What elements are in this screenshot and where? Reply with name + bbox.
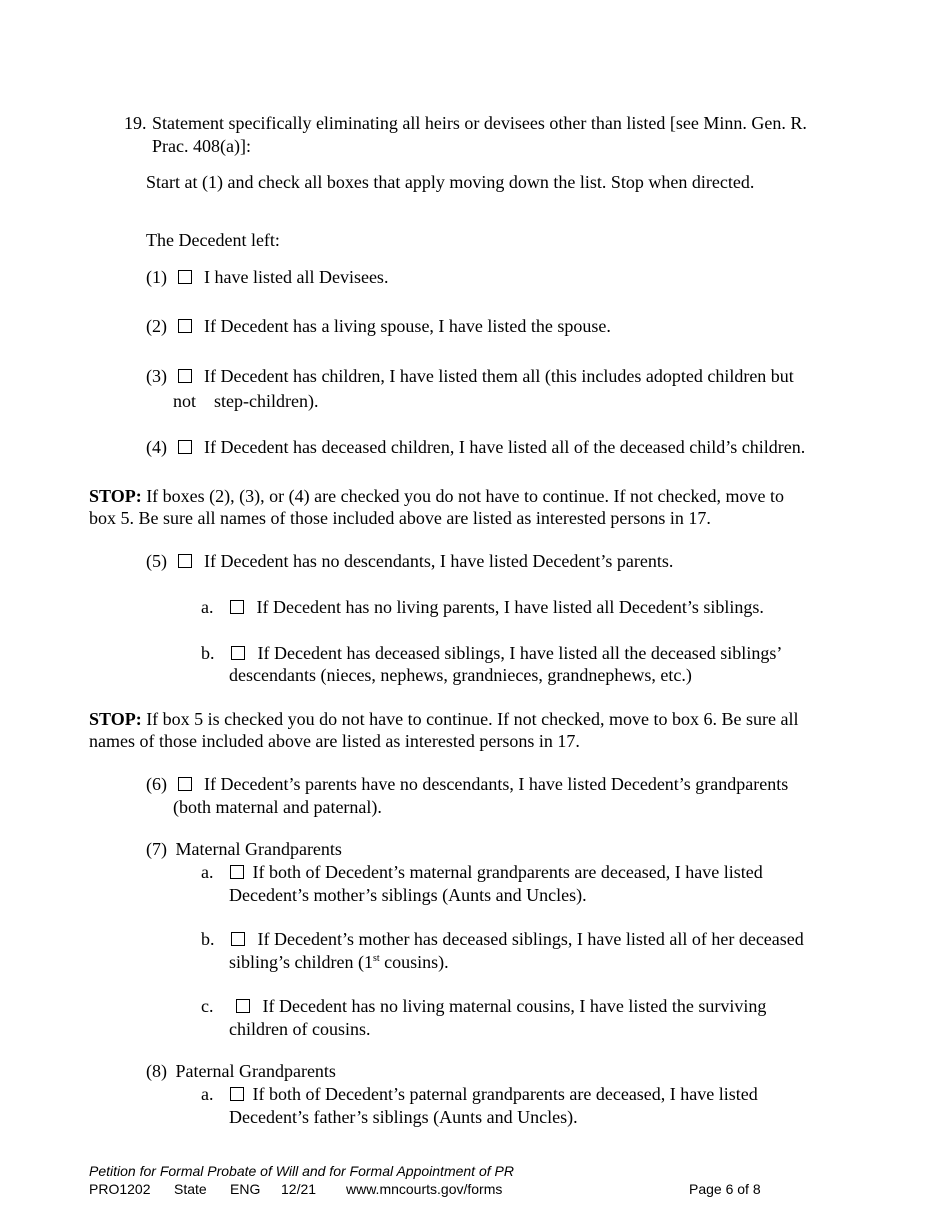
box3-row — [146, 365, 794, 388]
box7b-text-cont — [229, 951, 449, 974]
box4-text: If Decedent has deceased children, I have listed all of the deceased child’s children. — [204, 437, 806, 457]
box3-text-cont — [173, 390, 318, 413]
box7c-checkbox[interactable] — [236, 999, 250, 1013]
footer-date: 12/21 — [281, 1181, 317, 1197]
box7b-letter: b. — [201, 929, 215, 949]
box8a-row — [201, 1083, 758, 1106]
box7b-text-sup: st — [372, 953, 380, 964]
footer-state: State — [174, 1181, 207, 1197]
item-number: 19. — [124, 113, 147, 133]
item-heading: Statement specifically eliminating all heirs or devisees other than listed [see Minn. Gen. R. — [152, 113, 807, 133]
box3-text-step: step-children). — [214, 391, 319, 411]
box5b-checkbox[interactable] — [231, 646, 245, 660]
box1-text: I have listed all Devisees. — [204, 267, 389, 287]
stop1-text: If boxes (2), (3), or (4) are checked you do not have to continue. If not checked, move to — [146, 486, 784, 506]
box5b-text: If Decedent has deceased siblings, I have listed all the deceased siblings’ — [257, 643, 783, 663]
footer-url[interactable]: www.mncourts.gov/forms — [346, 1181, 503, 1197]
box5-row — [146, 550, 673, 573]
box5-number: (5) — [146, 551, 167, 571]
box3-text: If Decedent has children, I have listed them all (this includes adopted children but — [204, 366, 794, 386]
box1-checkbox[interactable] — [178, 270, 192, 284]
box6-row — [146, 773, 788, 796]
box7a-row — [201, 861, 763, 884]
box7c-text: If Decedent has no living maternal cousins, I have listed the surviving — [262, 996, 767, 1016]
decedent-left-label: The Decedent left: — [146, 230, 280, 250]
box4-row — [146, 436, 805, 459]
box7a-text: If both of Decedent’s maternal grandparents are deceased, I have listed — [252, 862, 763, 882]
box7b-row — [201, 928, 804, 951]
box5b-text-cont: descendants (nieces, nephews, grandnieces, grandnephews, etc.) — [229, 665, 692, 685]
box3-number: (3) — [146, 366, 167, 386]
stop2-line1 — [89, 708, 799, 731]
box7-number: (7) — [146, 839, 167, 859]
box8-heading-row — [146, 1060, 336, 1083]
box7a-text-cont: Decedent’s mother’s siblings (Aunts and Uncles). — [229, 885, 587, 905]
box5b-letter: b. — [201, 643, 215, 663]
box5-checkbox[interactable] — [178, 554, 192, 568]
box6-number: (6) — [146, 774, 167, 794]
box1-row — [146, 266, 388, 289]
box6-checkbox[interactable] — [178, 777, 192, 791]
box8a-checkbox[interactable] — [230, 1087, 244, 1101]
box1-number: (1) — [146, 267, 167, 287]
box5a-row — [201, 596, 764, 619]
box4-number: (4) — [146, 437, 167, 457]
footer-page-number: Page 6 of 8 — [689, 1181, 761, 1197]
footer-language: ENG — [230, 1181, 261, 1197]
box7b-text: If Decedent’s mother has deceased siblings, I have listed all of her deceased — [257, 929, 804, 949]
item-heading-cont: Prac. 408(a)]: — [152, 136, 251, 156]
box7c-letter: c. — [201, 996, 214, 1016]
box8a-text-cont: Decedent’s father’s siblings (Aunts and Uncles). — [229, 1107, 578, 1127]
box7b-checkbox[interactable] — [231, 932, 245, 946]
box7b-text-post: cousins). — [379, 952, 449, 972]
box7c-text-cont: children of cousins. — [229, 1019, 371, 1039]
box3-text-not: not — [173, 391, 197, 411]
box6-text: If Decedent’s parents have no descendants, I have listed Decedent’s grandparents — [204, 774, 789, 794]
box7a-letter: a. — [201, 862, 214, 882]
box7a-checkbox[interactable] — [230, 865, 244, 879]
box8-number: (8) — [146, 1061, 167, 1081]
box7b-text-pre: sibling’s children (1 — [229, 952, 373, 972]
box8a-letter: a. — [201, 1084, 214, 1104]
footer-form-number: PRO1202 — [89, 1181, 151, 1197]
stop1-label: STOP: — [89, 486, 142, 506]
box2-checkbox[interactable] — [178, 319, 192, 333]
box5a-letter: a. — [201, 597, 214, 617]
box7c-row — [201, 995, 766, 1018]
box7-heading: Maternal Grandparents — [175, 839, 342, 859]
box8a-text: If both of Decedent’s paternal grandparents are deceased, I have listed — [252, 1084, 758, 1104]
box5b-row — [201, 642, 782, 665]
instructions: Start at (1) and check all boxes that apply moving down the list. Stop when directed. — [146, 172, 755, 192]
box4-checkbox[interactable] — [178, 440, 192, 454]
stop1-line1 — [89, 485, 784, 508]
footer-title: Petition for Formal Probate of Will and for Formal Appointment of PR — [89, 1163, 514, 1179]
stop1-line2: box 5. Be sure all names of those included above are listed as interested persons in 17. — [89, 508, 711, 528]
box5a-checkbox[interactable] — [230, 600, 244, 614]
stop2-line2: names of those included above are listed as interested persons in 17. — [89, 731, 580, 751]
stop2-label: STOP: — [89, 709, 142, 729]
box3-checkbox[interactable] — [178, 369, 192, 383]
box8-heading: Paternal Grandparents — [175, 1061, 336, 1081]
box5-text: If Decedent has no descendants, I have listed Decedent’s parents. — [204, 551, 674, 571]
stop2-text: If box 5 is checked you do not have to continue. If not checked, move to box 6. Be sure all — [146, 709, 799, 729]
box2-row — [146, 315, 611, 338]
box2-text: If Decedent has a living spouse, I have listed the spouse. — [204, 316, 611, 336]
box5a-text: If Decedent has no living parents, I have listed all Decedent’s siblings. — [256, 597, 764, 617]
box2-number: (2) — [146, 316, 167, 336]
box6-text-cont: (both maternal and paternal). — [173, 797, 382, 817]
box7-heading-row — [146, 838, 342, 861]
